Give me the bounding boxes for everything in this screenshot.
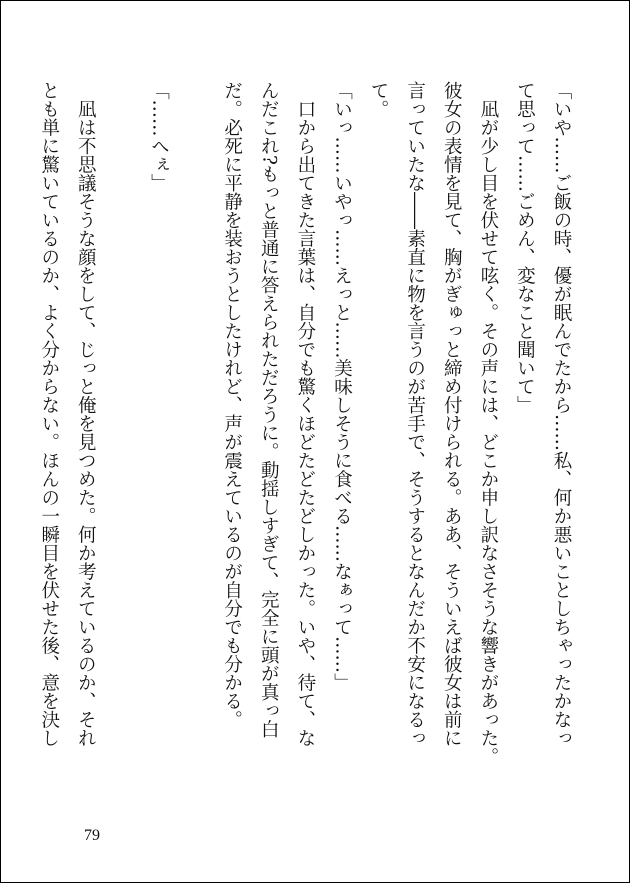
text-line: んだこれ?もっと普通に答えられただろうに。動揺しすぎて、完全に頭が真っ白 xyxy=(258,81,280,739)
text-line: とも単に驚いているのか、よく分からない。ほんの一瞬目を伏せた後、意を決し xyxy=(38,81,60,747)
text-line: 口から出てきた言葉は、自分でも驚くほどたどたどしかった。いや、待て、な xyxy=(294,81,316,747)
page-number: 79 xyxy=(84,827,100,844)
text-line: 「いっ……いやっ……えっと……美味しそうに食べる……なぁって……」 xyxy=(331,81,353,692)
text-line: て思って……ごめん、変なこと聞いて」 xyxy=(514,81,536,414)
text-line: だ。必死に平静を装おうとしたけれど、声が震えているのが自分でも分かる。 xyxy=(221,81,243,729)
text-line: 凪は不思議そうな顔をして、じっと俺を見つめた。何か考えているのか、それ xyxy=(75,81,97,747)
vertical-text-body xyxy=(30,81,579,801)
blank-line xyxy=(103,81,140,801)
text-line: 言っていたな――素直に物を言うのが苦手で、そうするとなんだか不安になるっ xyxy=(404,81,426,747)
text-line: 凪が少し目を伏せて呟く。その声には、どこか申し訳なさそうな響きがあった。 xyxy=(477,81,499,766)
text-line: 「いや……ご飯の時、優が眠んでたから……私、何か悪いことしちゃったかなっ xyxy=(551,81,572,747)
text-line: 「……へぇ」 xyxy=(148,81,170,192)
text-line: 彼女の表情を見て、胸がぎゅっと締め付けられる。ああ、そういえば彼女は前に xyxy=(441,81,463,747)
text-line: て。 xyxy=(368,81,390,118)
blank-line xyxy=(176,81,213,801)
